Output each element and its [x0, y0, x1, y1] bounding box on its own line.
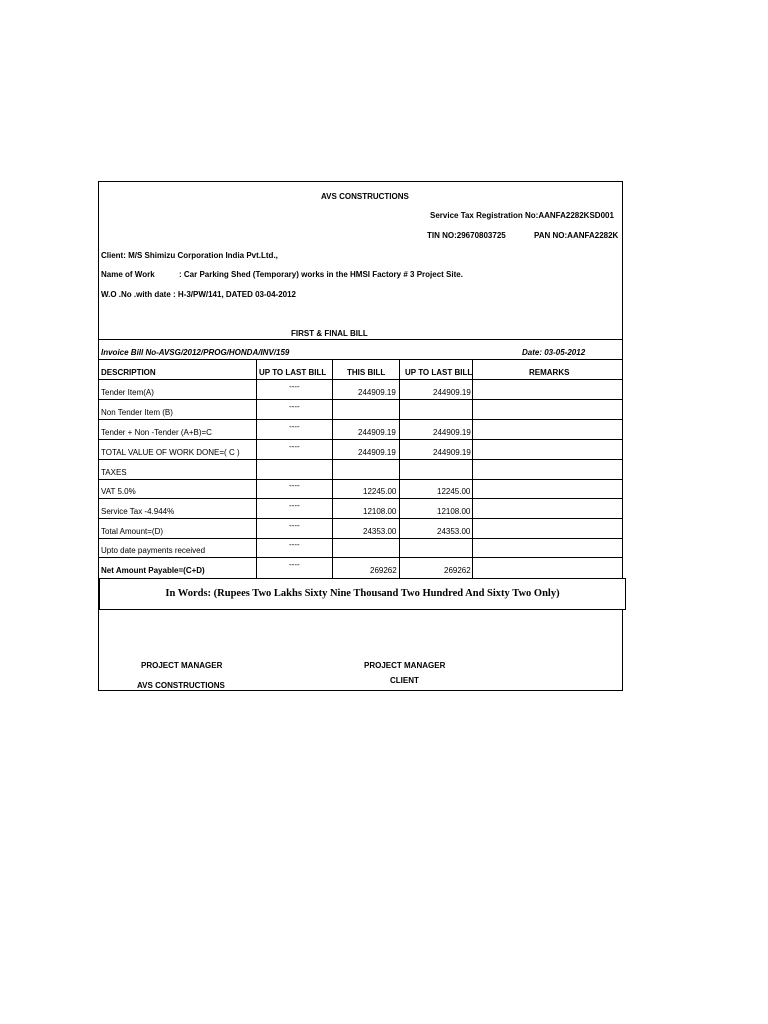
row-up-to-last-bill: ----: [289, 521, 300, 530]
row-this-bill: 12108.00: [363, 507, 397, 516]
row-up-to-last-bill: ----: [289, 540, 300, 549]
row-this-bill: 244909.19: [358, 388, 396, 397]
row-description: TOTAL VALUE OF WORK DONE=( C ): [101, 448, 240, 457]
row-up-to-last-bill: ----: [289, 422, 300, 431]
invoice-date: Date: 03-05-2012: [522, 348, 586, 357]
client-line: Client: M/S Shimizu Corporation India Pvt.Ltd.,: [101, 251, 278, 260]
row-up-to-date: 12245.00: [437, 487, 471, 496]
row-description: Tender + Non -Tender (A+B)=C: [101, 428, 212, 437]
tin-number: TIN NO:29670803725: [427, 231, 506, 240]
invoice-number: Invoice Bill No-AVSG/2012/PROG/HONDA/INV/159: [101, 348, 290, 357]
row-up-to-date: 269262: [444, 566, 471, 575]
row-this-bill: 12245.00: [363, 487, 397, 496]
row-description: Upto date payments received: [101, 546, 206, 555]
bill-title: FIRST & FINAL BILL: [291, 329, 368, 338]
row-up-to-last-bill: ----: [289, 501, 300, 510]
row-up-to-last-bill: ----: [289, 402, 300, 411]
row-up-to-date: 12108.00: [437, 507, 471, 516]
col-header-description: DESCRIPTION: [101, 368, 156, 377]
row-up-to-last-bill: ----: [289, 560, 300, 569]
col-header-up-to-last-bill: UP TO LAST BILL: [259, 368, 327, 377]
row-description: Service Tax -4.944%: [101, 507, 175, 516]
row-this-bill: 24353.00: [363, 527, 397, 536]
row-up-to-date: 244909.19: [433, 428, 471, 437]
name-of-work-value: : Car Parking Shed (Temporary) works in the HMSI Factory # 3 Project Site.: [179, 270, 463, 279]
work-order-number: W.O .No .with date : H-3/PW/141, DATED 03-04-2012: [101, 290, 297, 299]
row-up-to-date: 244909.19: [433, 388, 471, 397]
invoice-document: [98, 181, 623, 691]
col-header-this-bill: THIS BILL: [347, 368, 386, 377]
row-description: Net Amount Payable=(C+D): [101, 566, 205, 575]
name-of-work-label: Name of Work: [101, 270, 155, 279]
row-this-bill: 269262: [370, 566, 397, 575]
row-description: Non Tender Item (B): [101, 408, 173, 417]
amount-in-words: In Words: (Rupees Two Lakhs Sixty Nine Thousand Two Hundred And Sixty Two Only): [165, 588, 560, 599]
row-description: TAXES: [101, 468, 127, 477]
row-description: Total Amount=(D): [101, 527, 164, 536]
signature-left-title: PROJECT MANAGER: [141, 661, 223, 670]
row-description: VAT 5.0%: [101, 487, 136, 496]
row-this-bill: 244909.19: [358, 448, 396, 457]
signature-right-title: PROJECT MANAGER: [364, 661, 446, 670]
row-up-to-last-bill: ----: [289, 382, 300, 391]
company-name: AVS CONSTRUCTIONS: [321, 192, 409, 201]
row-up-to-date: 244909.19: [433, 448, 471, 457]
signature-right-org: CLIENT: [390, 676, 419, 685]
pan-number: PAN NO:AANFA2282K: [534, 231, 619, 240]
col-header-remarks: REMARKS: [529, 368, 570, 377]
row-up-to-last-bill: ----: [289, 442, 300, 451]
row-description: Tender Item(A): [101, 388, 154, 397]
service-tax-registration: Service Tax Registration No:AANFA2282KSD001: [430, 211, 614, 220]
row-up-to-last-bill: ----: [289, 481, 300, 490]
amount-in-words-box: [99, 578, 626, 610]
row-up-to-date: 24353.00: [437, 527, 471, 536]
signature-left-org: AVS CONSTRUCTIONS: [137, 681, 225, 690]
col-header-up-to-last-bill-2: UP TO LAST BILL: [405, 368, 473, 377]
row-this-bill: 244909.19: [358, 428, 396, 437]
